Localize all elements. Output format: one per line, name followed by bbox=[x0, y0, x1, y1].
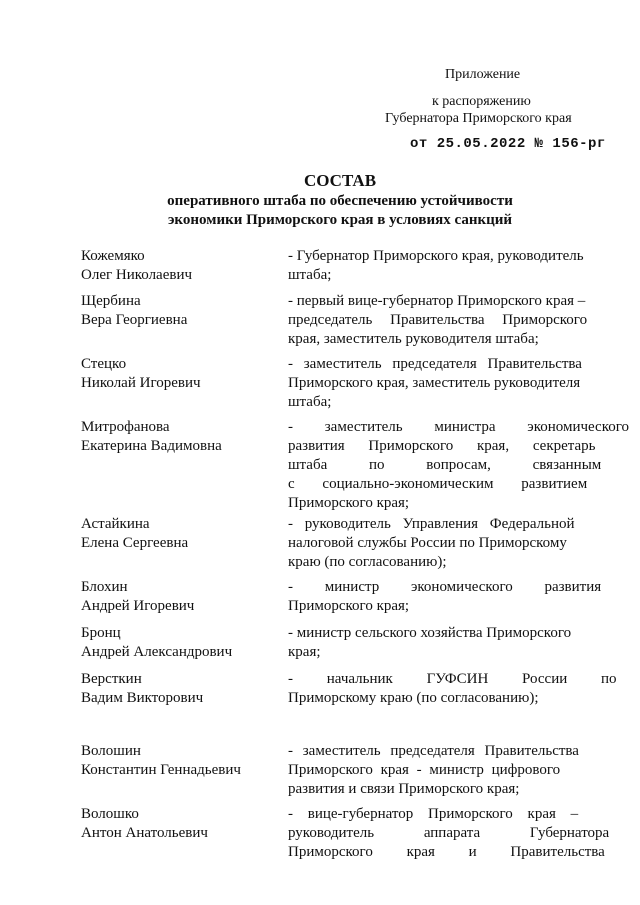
role-line: - начальник ГУФСИН России по bbox=[288, 671, 617, 687]
member-role bbox=[288, 247, 598, 285]
role-line: краю (по согласованию); bbox=[288, 554, 447, 570]
member-name bbox=[81, 355, 201, 393]
role-line: края, заместитель руководителя штаба; bbox=[288, 331, 539, 347]
role-line: налоговой службы России по Приморскому bbox=[288, 535, 567, 551]
member-role bbox=[288, 624, 598, 662]
document-subtitle-line-2: экономики Приморского края в условиях санкций bbox=[167, 212, 513, 228]
member-given-names: Елена Сергеевна bbox=[81, 535, 189, 551]
member-role bbox=[288, 292, 598, 349]
member-given-names: Вера Георгиевна bbox=[81, 312, 188, 328]
member-name bbox=[81, 292, 187, 330]
member-surname: Митрофанова bbox=[81, 419, 170, 435]
member-given-names: Константин Геннадьевич bbox=[81, 762, 241, 778]
member-surname: Блохин bbox=[81, 579, 128, 595]
role-line: - заместитель министра экономического bbox=[288, 419, 630, 435]
member-surname: Волошин bbox=[81, 743, 141, 759]
member-given-names: Екатерина Вадимовна bbox=[81, 438, 222, 454]
member-surname: Версткин bbox=[81, 671, 142, 687]
annex-issuer: Губернатора Приморского края bbox=[385, 111, 572, 126]
role-line: развития и связи Приморского края; bbox=[288, 781, 520, 797]
member-role bbox=[288, 578, 602, 616]
member-given-names: Вадим Викторович bbox=[81, 690, 204, 706]
role-line: Приморского края и Правительства bbox=[288, 844, 605, 860]
role-line: штаба по вопросам, связанным bbox=[288, 457, 602, 473]
role-line: Приморского края - министр цифрового bbox=[288, 762, 561, 778]
member-name bbox=[81, 670, 203, 708]
role-line: Приморского края, заместитель руководителя bbox=[288, 375, 581, 391]
member-given-names: Олег Николаевич bbox=[81, 267, 193, 283]
member-name bbox=[81, 418, 222, 456]
role-line: - Губернатор Приморского края, руководитель bbox=[288, 248, 584, 264]
member-role bbox=[288, 515, 598, 572]
member-role bbox=[288, 670, 617, 708]
role-line: - руководитель Управления Федеральной bbox=[288, 516, 575, 532]
member-name bbox=[81, 247, 192, 285]
member-given-names: Николай Игоревич bbox=[81, 375, 201, 391]
role-line: развития Приморского края, секретарь bbox=[288, 438, 596, 454]
role-line: края; bbox=[288, 644, 321, 660]
role-line: Приморского края; bbox=[288, 598, 410, 614]
member-given-names: Андрей Александрович bbox=[81, 644, 233, 660]
role-line: Приморскому краю (по согласованию); bbox=[288, 690, 539, 706]
member-name bbox=[81, 515, 188, 553]
role-line: - министр экономического развития bbox=[288, 579, 602, 595]
role-line: - заместитель председателя Правительства bbox=[288, 743, 579, 759]
role-line: штаба; bbox=[288, 267, 332, 283]
role-line: - вице-губернатор Приморского края – bbox=[288, 806, 579, 822]
member-surname: Стецко bbox=[81, 356, 127, 372]
role-line: штаба; bbox=[288, 394, 332, 410]
role-line: Приморского края; bbox=[288, 495, 410, 511]
document-subtitle-line-1: оперативного штаба по обеспечению устойчивости bbox=[167, 193, 513, 209]
document-title: СОСТАВ bbox=[303, 171, 377, 190]
role-line: председатель Правительства Приморского bbox=[288, 312, 588, 328]
member-name bbox=[81, 624, 232, 662]
role-line: с социально-экономическим развитием bbox=[288, 476, 588, 492]
member-surname: Кожемяко bbox=[81, 248, 145, 264]
member-role bbox=[288, 805, 610, 862]
member-name bbox=[81, 805, 208, 843]
role-line: - заместитель председателя Правительства bbox=[288, 356, 582, 372]
order-number: от 25.05.2022 № 156-рг bbox=[410, 136, 606, 152]
role-line: - министр сельского хозяйства Приморского bbox=[288, 625, 572, 641]
role-line: руководитель аппарата Губернатора bbox=[288, 825, 610, 841]
member-role bbox=[288, 742, 598, 799]
member-role bbox=[288, 418, 630, 513]
role-line: - первый вице-губернатор Приморского края – bbox=[288, 293, 586, 309]
member-surname: Астайкина bbox=[81, 516, 150, 532]
member-name bbox=[81, 742, 241, 780]
member-given-names: Антон Анатольевич bbox=[81, 825, 208, 841]
member-surname: Волошко bbox=[81, 806, 139, 822]
member-surname: Щербина bbox=[81, 293, 141, 309]
member-role bbox=[288, 355, 598, 412]
member-name bbox=[81, 578, 194, 616]
member-surname: Бронц bbox=[81, 625, 121, 641]
annex-label: Приложение bbox=[445, 67, 521, 82]
annex-reference: к распоряжению bbox=[432, 94, 531, 109]
member-given-names: Андрей Игоревич bbox=[81, 598, 195, 614]
